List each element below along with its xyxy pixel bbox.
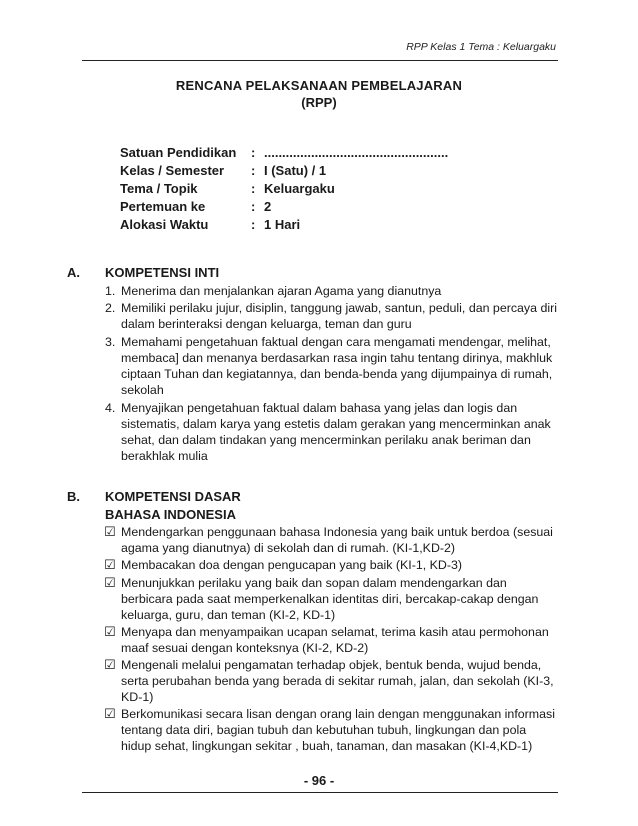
section-b-title: KOMPETENSI DASAR xyxy=(105,489,241,504)
list-item-line: berbicara pada saat memperkenalkan identitas diri, bercakap-cakap dengan xyxy=(121,592,539,606)
list-item-line: Memahami pengetahuan faktual dengan cara mengamati mendengar, melihat, xyxy=(121,335,551,349)
section-b-letter: B. xyxy=(67,489,80,504)
identity-label: Satuan Pendidikan xyxy=(120,145,237,160)
list-item-line: tentang data diri, bagian tubuh dan kebutuhan tubuh, lingkungan dan pola xyxy=(121,723,527,737)
list-number: 3. xyxy=(105,335,116,349)
list-item-line: Menerima dan menjalankan ajaran Agama yang dianutnya xyxy=(121,284,442,298)
checkbox-icon: ☑ xyxy=(104,657,116,672)
list-item-line: serta perubahan benda yang berada di sekitar rumah, jalan, dan sekolah (KI-3, xyxy=(121,674,554,688)
checkbox-icon: ☑ xyxy=(104,557,116,572)
checkbox-icon: ☑ xyxy=(104,706,116,721)
list-item-line: sistematis, dalam karya yang estetis dalam gerakan yang mencerminkan anak xyxy=(121,417,551,431)
list-item-line: keluarga, guru, dan teman (KI-2, KD-1) xyxy=(121,608,336,622)
list-item-line: agama yang dianutnya) di sekolah dan di rumah. (KI-1,KD-2) xyxy=(121,541,456,555)
list-number: 4. xyxy=(105,401,116,415)
document-subtitle: (RPP) xyxy=(301,95,337,110)
list-item-line: hidup sehat, lingkungan sekitar , buah, tanaman, dan masakan (KI-4,KD-1) xyxy=(121,739,533,753)
identity-colon: : xyxy=(251,145,256,160)
list-item-line: Menyajikan pengetahuan faktual dalam bahasa yang jelas dan logis dan xyxy=(121,401,518,415)
identity-value: 2 xyxy=(264,199,272,214)
list-item-line: Memiliki perilaku jujur, disiplin, tanggung jawab, santun, peduli, dan percaya diri xyxy=(121,301,557,315)
page-number: - 96 - xyxy=(303,773,335,788)
identity-value: ................................................... xyxy=(264,145,449,160)
list-item-line: Menunjukkan perilaku yang baik dan sopan dalam mendengarkan dan xyxy=(121,576,507,590)
list-number: 2. xyxy=(105,301,116,315)
identity-label: Kelas / Semester xyxy=(120,163,225,178)
list-item-line: sekolah xyxy=(121,383,164,397)
identity-colon: : xyxy=(251,217,256,232)
identity-label: Tema / Topik xyxy=(120,181,198,196)
list-item-line: membaca] dan menanya berdasarkan rasa ingin tahu tentang dirinya, makhluk xyxy=(121,351,553,365)
identity-colon: : xyxy=(251,181,256,196)
list-item-line: sehat, dan dalam tindakan yang mencerminkan perilaku anak beriman dan xyxy=(121,433,531,447)
list-item-line: dalam berinteraksi dengan keluarga, teman dan guru xyxy=(121,317,412,331)
list-item-line: Mengenali melalui pengamatan terhadap objek, bentuk benda, wujud benda, xyxy=(121,658,542,672)
checkbox-icon: ☑ xyxy=(104,524,116,539)
header-rule xyxy=(82,60,558,61)
list-item-line: Berkomunikasi secara lisan dengan orang lain dengan menggunakan informasi xyxy=(121,707,555,721)
list-item-line: KD-1) xyxy=(121,690,154,704)
list-item-line: berakhlak mulia xyxy=(121,449,208,463)
section-a-letter: A. xyxy=(67,265,80,280)
list-item-line: Menyapa dan menyampaikan ucapan selamat, terima kasih atau permohonan xyxy=(121,625,549,639)
list-item-line: Membacakan doa dengan pengucapan yang baik (KI-1, KD-3) xyxy=(121,558,462,572)
list-item-line: Mendengarkan penggunaan bahasa Indonesia yang baik untuk berdoa (sesuai xyxy=(121,525,553,539)
checkbox-icon: ☑ xyxy=(104,624,116,639)
identity-label: Pertemuan ke xyxy=(120,199,206,214)
identity-value: 1 Hari xyxy=(264,217,301,232)
identity-value: Keluargaku xyxy=(264,181,335,196)
list-item-line: ciptaan Tuhan dan kegiatannya, dan benda-benda yang dijumpainya di rumah, xyxy=(121,367,553,381)
section-a-title: KOMPETENSI INTI xyxy=(105,265,220,280)
checkbox-icon: ☑ xyxy=(104,575,116,590)
document-title: RENCANA PELAKSANAAN PEMBELAJARAN xyxy=(175,78,463,93)
identity-value: I (Satu) / 1 xyxy=(264,163,327,178)
identity-colon: : xyxy=(251,163,256,178)
list-item-line: maaf sesuai dengan konteksnya (KI-2, KD-2) xyxy=(121,641,369,655)
identity-label: Alokasi Waktu xyxy=(120,217,209,232)
section-b-subtitle: BAHASA INDONESIA xyxy=(105,507,236,522)
footer-rule xyxy=(82,792,558,793)
running-header: RPP Kelas 1 Tema : Keluargaku xyxy=(406,41,556,53)
identity-colon: : xyxy=(251,199,256,214)
list-number: 1. xyxy=(105,284,116,298)
